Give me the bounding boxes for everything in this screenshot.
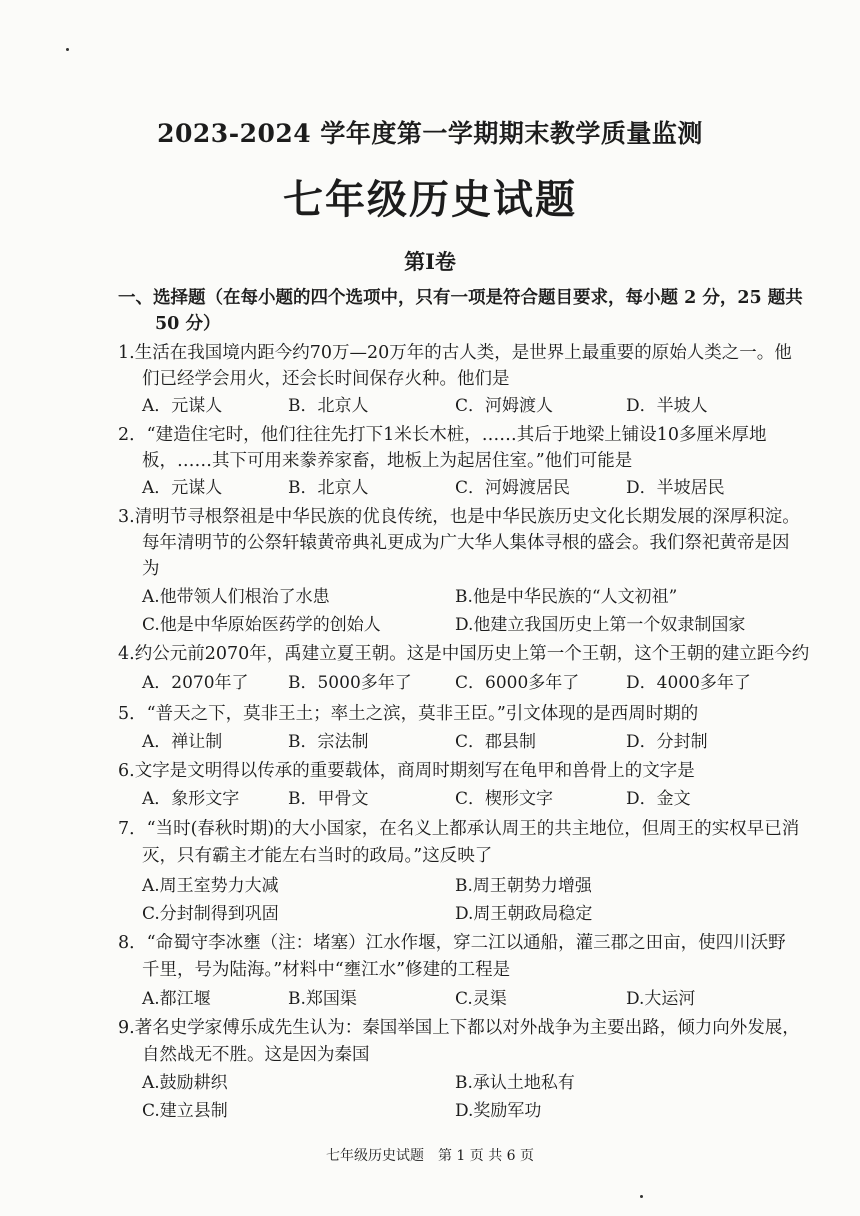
section-heading: 一、选择题（在每小题的四个选项中，只有一项是符合题目要求，每小题 2 分，25 题共 xyxy=(118,288,803,308)
option-c: C．楔形文字 xyxy=(455,789,554,809)
option-b: B．5000多年了 xyxy=(288,673,412,693)
option-a: A．禅让制 xyxy=(142,732,223,752)
option-a: A．象形文字 xyxy=(142,789,240,809)
question-stem: 2．“建造住宅时，他们往往先打下1米长木桩，……其后于地梁上铺设10多厘米厚地 xyxy=(118,425,767,445)
question-stem: 9.著名史学家傅乐成先生认为：秦国举国上下都以对外战争为主要出路，倾力向外发展， xyxy=(118,1018,800,1038)
scan-speck xyxy=(640,1195,643,1198)
option-c: C．河姆渡人 xyxy=(455,396,554,416)
exam-title: 2023-2024 学年度第一学期期末教学质量监测 xyxy=(157,119,703,148)
option-a: A.周王室势力大减 xyxy=(142,876,279,896)
option-d: D.周王朝政局稳定 xyxy=(455,904,593,924)
question-stem: 3.清明节寻根祭祖是中华民族的优良传统，也是中华民族历史文化长期发展的深厚积淀。 xyxy=(118,507,800,527)
option-b: B.承认土地私有 xyxy=(455,1073,575,1093)
option-c: C．河姆渡居民 xyxy=(455,478,571,498)
option-a: A．2070年了 xyxy=(142,673,249,693)
scan-speck xyxy=(66,48,69,51)
option-b: B．北京人 xyxy=(288,396,369,416)
option-b: B.他是中华民族的“人文初祖” xyxy=(455,587,678,607)
question-stem: 为 xyxy=(142,559,160,579)
option-b: B．甲骨文 xyxy=(288,789,369,809)
question-stem: 板，……其下可用来豢养家畜，地板上为起居住室。”他们可能是 xyxy=(142,451,633,471)
option-b: B.郑国渠 xyxy=(288,989,357,1009)
option-c: C.灵渠 xyxy=(455,989,507,1009)
option-c: C．郡县制 xyxy=(455,732,537,752)
option-b: B．北京人 xyxy=(288,478,369,498)
option-a: A.他带领人们根治了水患 xyxy=(142,587,330,607)
question-stem: 6.文字是文明得以传承的重要载体，商周时期刻写在龟甲和兽骨上的文字是 xyxy=(118,761,695,781)
option-d: D.奖励军功 xyxy=(455,1101,542,1121)
option-d: D．分封制 xyxy=(626,732,708,752)
option-c: C．6000多年了 xyxy=(455,673,580,693)
question-stem: 4.约公元前2070年，禹建立夏王朝。这是中国历史上第一个王朝，这个王朝的建立距今约 xyxy=(118,644,810,664)
option-b: B.周王朝势力增强 xyxy=(455,876,592,896)
volume-label: 第Ⅰ卷 xyxy=(404,249,456,274)
option-c: C.分封制得到巩固 xyxy=(142,904,279,924)
question-stem: 1.生活在我国境内距今约70万—20万年的古人类，是世界上最重要的原始人类之一。他 xyxy=(118,343,792,363)
option-d: D．半坡人 xyxy=(626,396,708,416)
option-a: A.都江堰 xyxy=(142,989,211,1009)
question-stem: 千里，号为陆海。”材料中“壅江水”修建的工程是 xyxy=(142,960,511,980)
question-stem: 7．“当时(春秋时期)的大小国家，在名义上都承认周王的共主地位，但周王的实权早已消 xyxy=(118,819,800,839)
question-stem: 5．“普天之下，莫非王土；率土之滨，莫非王臣。”引文体现的是西周时期的 xyxy=(118,704,699,724)
question-stem: 8．“命蜀守李冰壅（注：堵塞）江水作堰，穿二江以通船，灌三郡之田亩，使四川沃野 xyxy=(118,933,786,953)
option-d: D．金文 xyxy=(626,789,691,809)
option-d: D.大运河 xyxy=(626,989,696,1009)
question-stem: 灭，只有霸主才能左右当时的政局。”这反映了 xyxy=(142,846,493,866)
option-a: A．元谋人 xyxy=(142,396,223,416)
paper-title: 七年级历史试题 xyxy=(283,176,577,223)
option-d: D．半坡居民 xyxy=(626,478,725,498)
question-stem: 自然战无不胜。这是因为秦国 xyxy=(142,1045,370,1065)
option-d: D．4000多年了 xyxy=(626,673,751,693)
option-c: C.他是中华原始医药学的创始人 xyxy=(142,615,381,635)
section-heading-cont: 50 分） xyxy=(155,314,221,334)
question-stem: 每年清明节的公祭轩辕黄帝典礼更成为广大华人集体寻根的盛会。我们祭祀黄帝是因 xyxy=(142,533,790,553)
option-c: C.建立县制 xyxy=(142,1101,228,1121)
page-footer: 七年级历史试题 第 1 页 共 6 页 xyxy=(325,1148,535,1164)
option-b: B．宗法制 xyxy=(288,732,369,752)
question-stem: 们已经学会用火，还会长时间保存火种。他们是 xyxy=(142,369,510,389)
option-d: D.他建立我国历史上第一个奴隶制国家 xyxy=(455,615,746,635)
option-a: A.鼓励耕织 xyxy=(142,1073,228,1093)
option-a: A．元谋人 xyxy=(142,478,223,498)
